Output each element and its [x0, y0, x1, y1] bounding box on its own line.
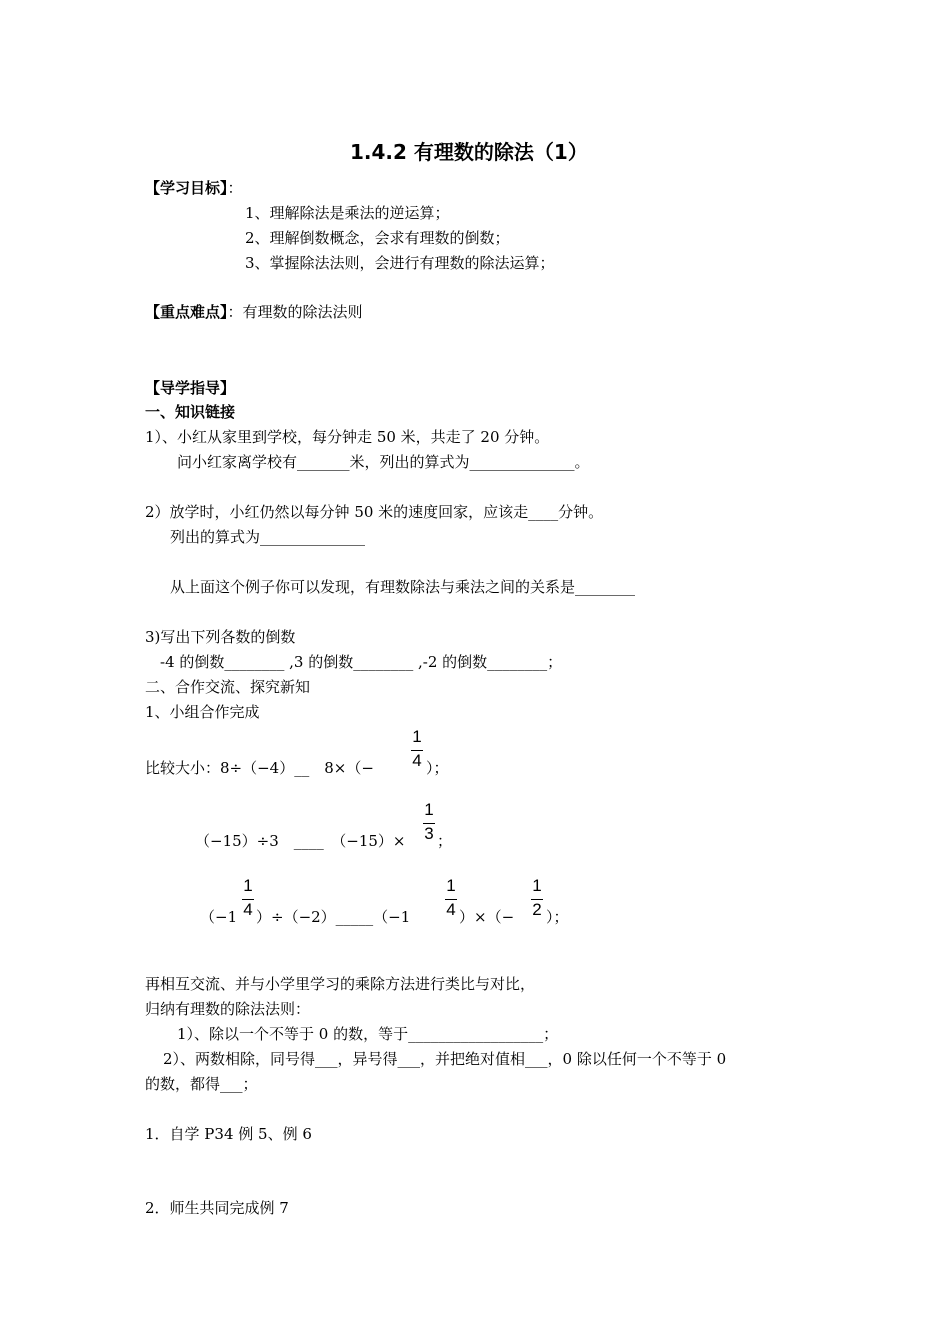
- objective-item-1: 1、理解除法是乘法的逆运算；: [245, 204, 450, 222]
- objective-item-3: 3、掌握除法法则，会进行有理数的除法运算；: [245, 254, 555, 272]
- fraction-numerator: 1: [412, 727, 422, 746]
- key-points-text: ：有理数的除法法则: [227, 303, 363, 321]
- compare-2-end: ；: [437, 832, 453, 850]
- section-cooperation: 二、合作交流、探究新知: [145, 678, 311, 696]
- compare-3-part-c: ）×（−: [459, 908, 515, 926]
- objective-item-2: 2、理解倒数概念，会求有理数的倒数；: [245, 229, 510, 247]
- rule-intro-2: 归纳有理数的除法法则：: [145, 1000, 311, 1018]
- fraction-denominator: 3: [424, 824, 434, 843]
- fraction-numerator: 1: [424, 800, 434, 819]
- fraction-denominator: 4: [446, 900, 456, 919]
- question-3-line-2: -4 的倒数________ ,3 的倒数________ ,-2 的倒数________；: [160, 653, 563, 671]
- task-2: 2．师生共同完成例 7: [145, 1199, 289, 1217]
- rule-1: 1）、除以一个不等于 0 的数，等于__________________；: [177, 1025, 559, 1043]
- objectives-heading-line: [145, 178, 243, 198]
- guide-heading: 【导学指导】: [145, 379, 236, 397]
- compare-2-text: （−15）÷3 ____ （−15）×: [195, 832, 406, 850]
- compare-3-part-b: ）÷（−2）_____（−1: [256, 908, 411, 926]
- fraction-denominator: 4: [243, 900, 253, 919]
- question-2-line-3: 从上面这个例子你可以发现，有理数除法与乘法之间的关系是________: [170, 578, 636, 596]
- question-1-line-2: 问小红家离学校有_______米，列出的算式为______________。: [177, 453, 590, 471]
- question-2-line-2: 列出的算式为______________: [170, 528, 366, 546]
- fraction-denominator: 4: [412, 751, 422, 770]
- key-points-line: [145, 302, 363, 322]
- rule-intro-1: 再相互交流、并与小学里学习的乘除方法进行类比与对比，: [145, 975, 536, 993]
- rule-2-line-1: 2）、两数相除，同号得___，异号得___，并把绝对值相___，0 除以任何一个不等于 0: [163, 1050, 727, 1068]
- fraction-numerator: 1: [243, 876, 253, 895]
- objectives-colon: ：: [227, 179, 243, 197]
- question-3-line-1: 3)写出下列各数的倒数: [145, 628, 296, 646]
- rule-2-line-2: 的数，都得___；: [145, 1075, 258, 1093]
- compare-1-text: 比较大小：8÷（−4）__ 8×（−: [145, 759, 374, 777]
- page-title: 1.4.2 有理数的除法（1）: [350, 140, 588, 164]
- task-1: 1．自学 P34 例 5、例 6: [145, 1125, 312, 1143]
- compare-3-part-a: （−1: [200, 908, 238, 926]
- question-2-line-1: 2）放学时，小红仍然以每分钟 50 米的速度回家，应该走____分钟。: [145, 503, 604, 521]
- fraction-denominator: 2: [532, 900, 542, 919]
- fraction-numerator: 1: [446, 876, 456, 895]
- key-points-heading: 【重点难点】: [145, 303, 228, 321]
- fraction-numerator: 1: [532, 876, 542, 895]
- item-group-work: 1、小组合作完成: [145, 703, 260, 721]
- section-knowledge-link: 一、知识链接: [145, 403, 236, 421]
- compare-3-part-d: ）；: [546, 908, 569, 926]
- question-1-line-1: 1）、小红从家里到学校，每分钟走 50 米，共走了 20 分钟。: [145, 428, 550, 446]
- objectives-heading: 【学习目标】: [145, 179, 228, 197]
- compare-1-end: ）；: [426, 759, 449, 777]
